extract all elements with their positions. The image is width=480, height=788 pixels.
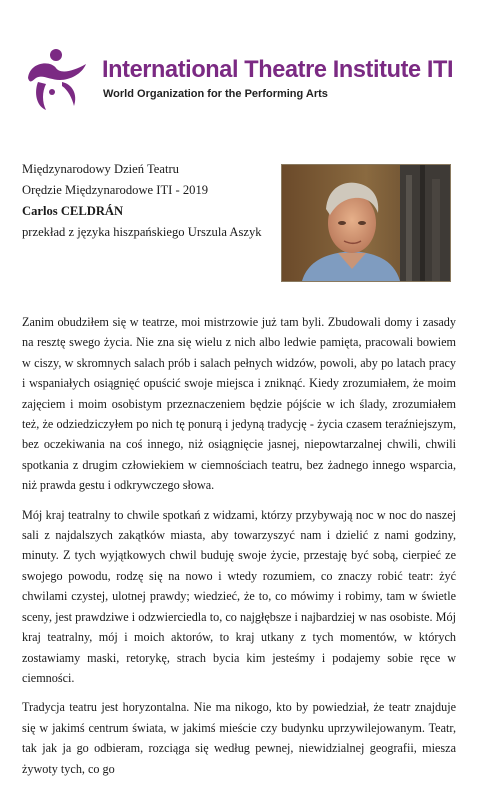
body-paragraph: Mój kraj teatralny to chwile spotkań z widzami, którzy przybywają noc w noc do naszej sali z najdalszych zakątków miasta, aby towarzyszyć nam i dzielić z nami godziny, minuty. Z tych wyjątkowych chwil buduję swoje życie, przestaję być sobą, cierpieć ze swojego powodu, rodzę się na nowo i wtedy rozumiem, co znaczy robić teatr: żyć chwilami czystej, ulotnej prawdy; wiedzieć, że to, co mówimy i robimy, tam w świetle sceny, jest prawdziwe i odzwierciedla to, co najgłębsze i najbardziej w nas osobiste. Mój kraj teatralny, mój i moich aktorów, to kraj utkany z tych momentów, w których zostawiamy maski, retorykę, strach bycia kim jesteśmy i podajemy sobie ręce w ciemności. bbox=[22, 507, 456, 685]
author-photo bbox=[281, 164, 451, 282]
document-header bbox=[22, 44, 462, 120]
organization-subtitle: World Organization for the Performing Arts bbox=[103, 88, 328, 100]
message-body bbox=[22, 312, 456, 788]
body-paragraph: Tradycja teatru jest horyzontalna. Nie ma nikogo, kto by powiedział, że teatr znajduje się w jakimś centrum świata, w jakimś mieście czy budynku uprzywilejowanym. Teatr, tak jak ja go odbieram, rozciąga się według pewnej, niewidzialnej geografii, miesza żywoty tych, co go bbox=[22, 700, 456, 776]
translation-note: przekład z języka hiszpańskiego Urszula Aszyk bbox=[22, 225, 262, 239]
organization-title: International Theatre Institute ITI bbox=[102, 56, 454, 83]
message-title: Orędzie Międzynarodowe ITI - 2019 bbox=[22, 183, 209, 197]
event-title: Międzynarodowy Dzień Teatru bbox=[22, 162, 179, 176]
message-meta bbox=[22, 159, 272, 243]
iti-logo-icon bbox=[22, 48, 92, 114]
author-portrait-image bbox=[282, 165, 450, 281]
author-name: Carlos CELDRÁN bbox=[22, 204, 124, 218]
body-paragraph: Zanim obudziłem się w teatrze, moi mistrzowie już tam byli. Zbudowali domy i zasady na resztę swego życia. Nie zna się wielu z nich albo ledwie pamięta, pracowali bowiem w ciszy, w skromnych salach prób i salach pełnych widzów, powoli, aby po latach pracy i wspaniałych osiągnięć opuścić swoje miejsca i zniknąć. Kiedy zrozumiałem, że moim zajęciem i moim osobistym przeznaczeniem będzie pójście w ich ślady, zrozumiałem też, że odziedziczyłem po nich tę ponurą i jedyną tradycję - życia czasem teraźniejszym, bez oczekiwania na coś innego, niż osiągnięcie jasnej, niepowtarzalnej chwili, chwili spotkania z drugim człowiekiem w ciemnościach teatru, bez żadnego innego wsparcia, niż prawda gestu i odkrywczego słowa. bbox=[22, 315, 456, 493]
